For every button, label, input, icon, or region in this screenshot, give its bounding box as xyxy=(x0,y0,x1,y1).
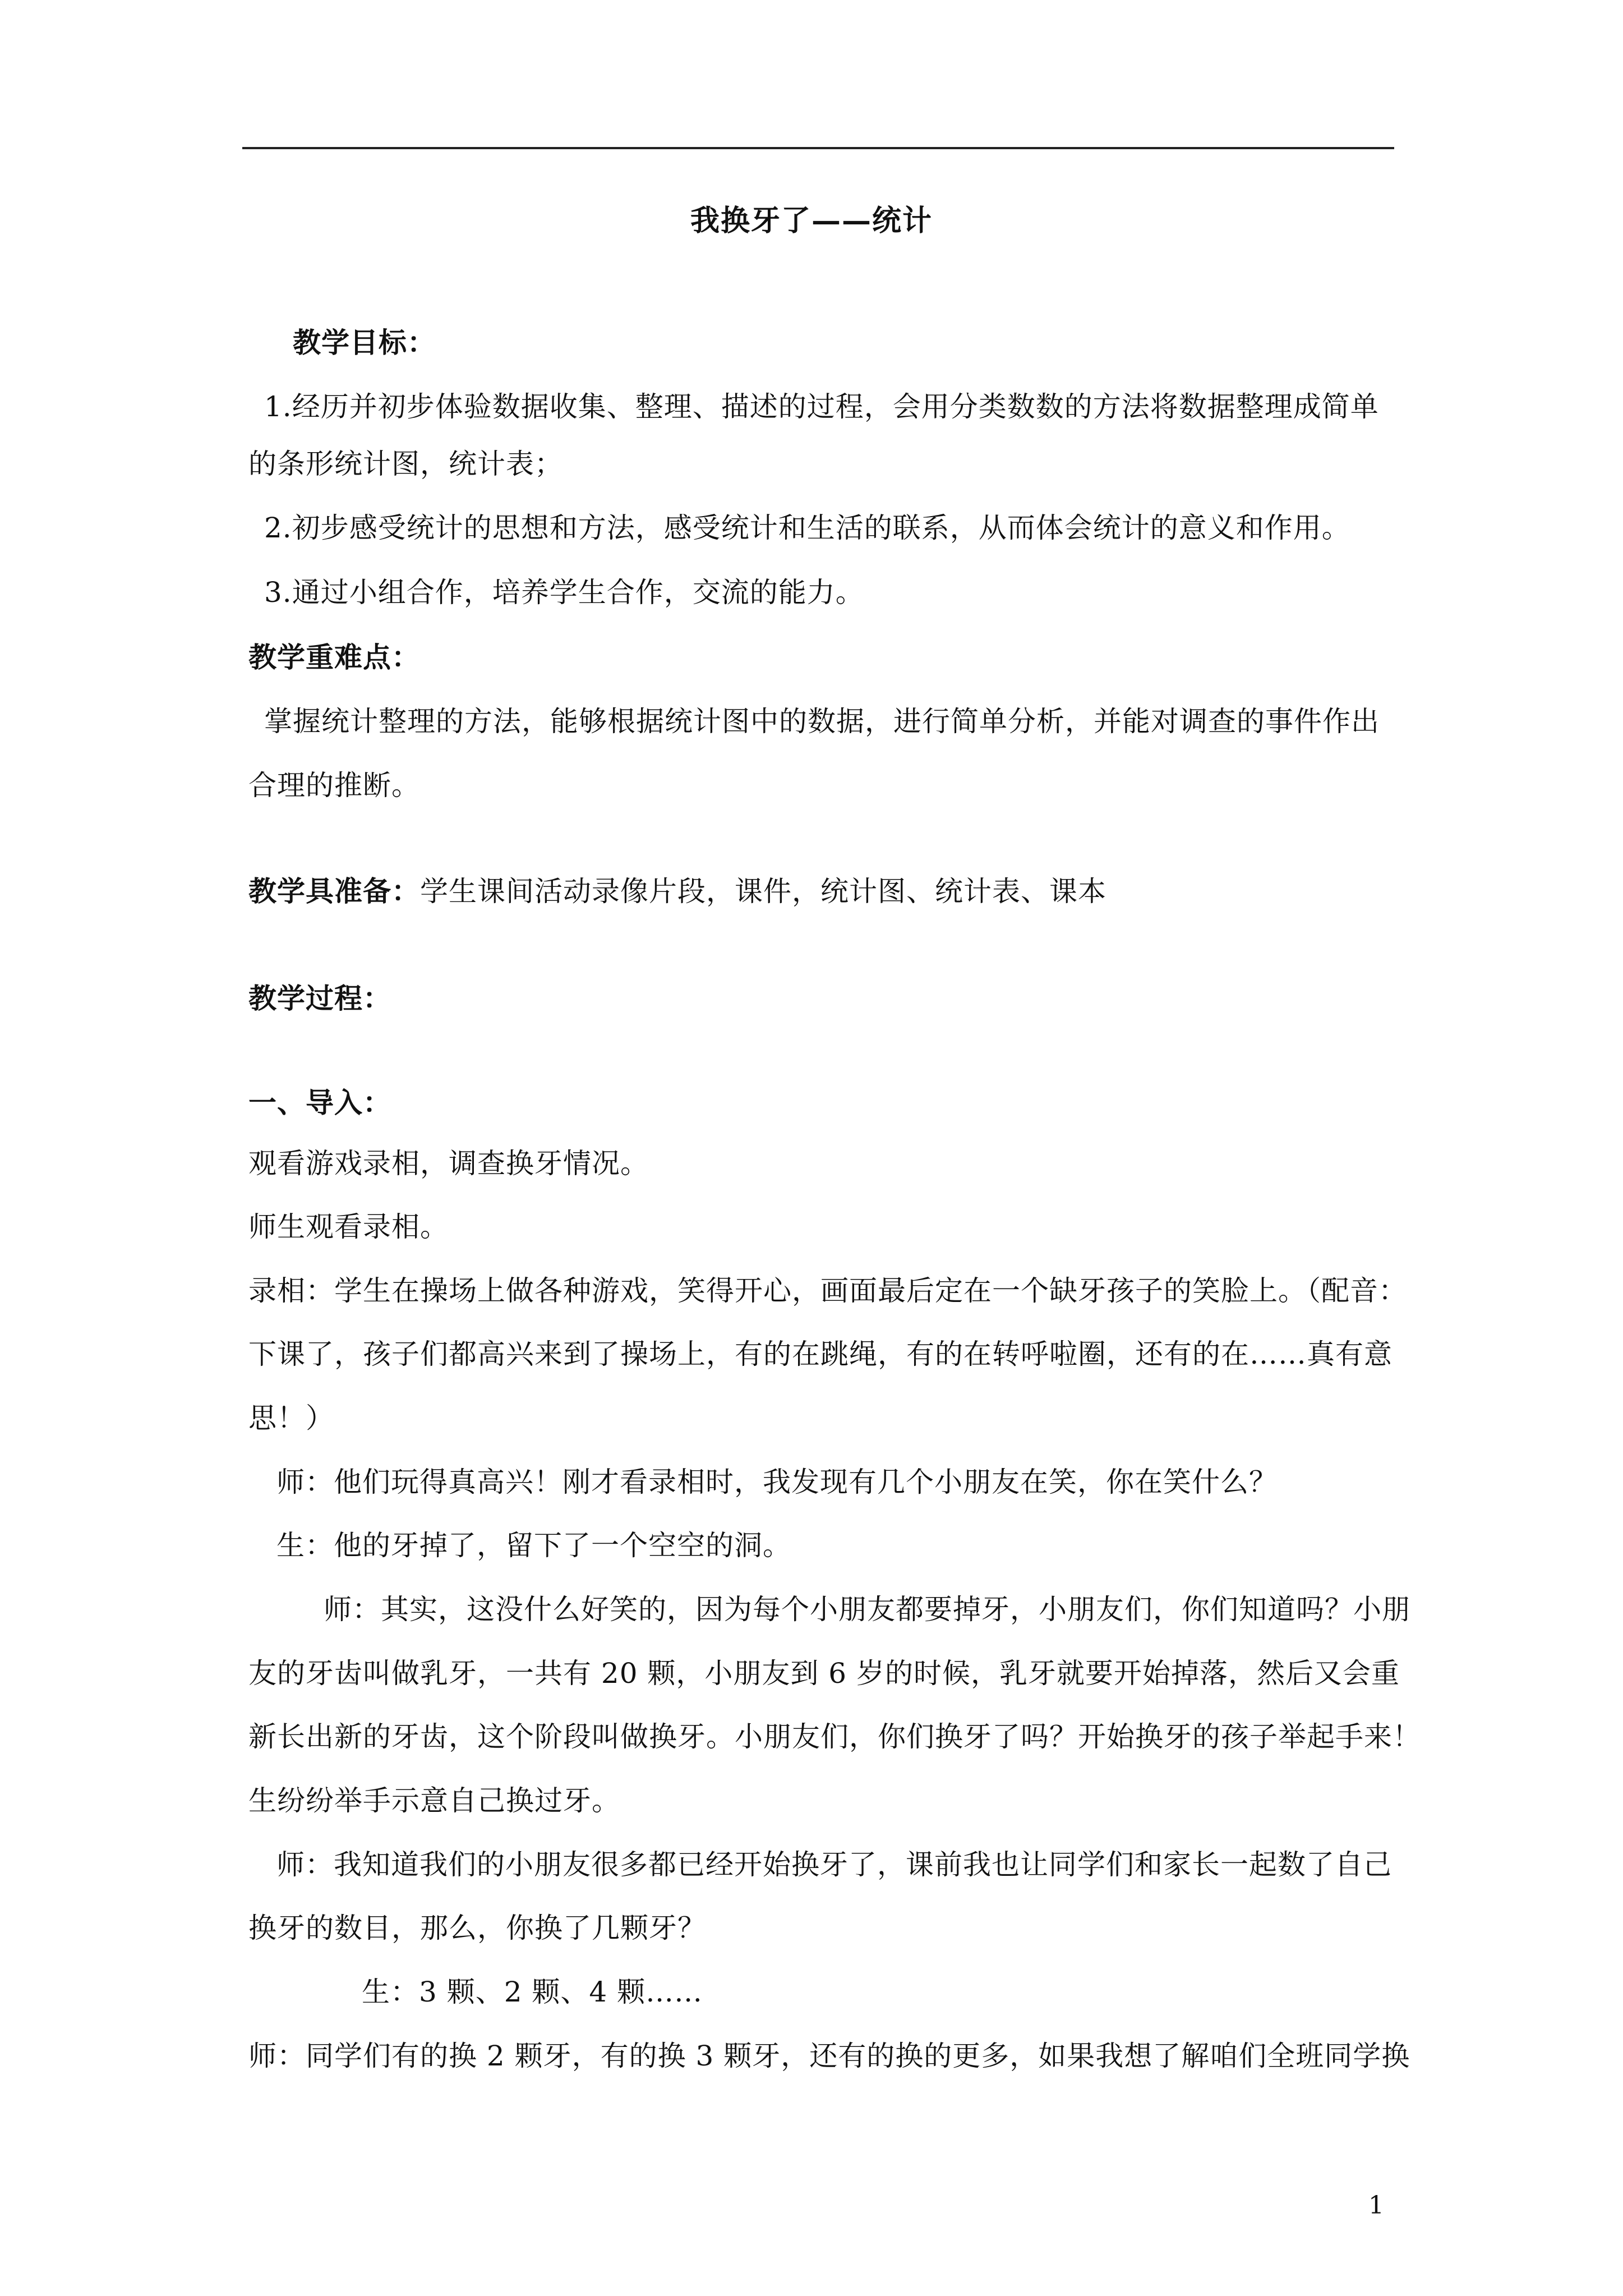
paragraph-4: 师：他们玩得真高兴！刚才看录相时，我发现有几个小朋友在笑，你在笑什么？ xyxy=(276,1466,1278,1498)
preparation-heading: 教学具准备： xyxy=(248,875,420,908)
paragraph-9: 师：同学们有的换 2 颗牙，有的换 3 颗牙，还有的换的更多，如果我想了解咱们全班同学换 xyxy=(248,2040,1410,2072)
objectives-heading: 教学目标： xyxy=(293,326,436,359)
paragraph-6-line-2: 友的牙齿叫做乳牙，一共有 20 颗，小朋友到 6 岁的时候，乳牙就要开始掉落，然后又会重 xyxy=(248,1657,1400,1690)
section-1-heading: 一、导入： xyxy=(248,1086,391,1119)
paragraph-8: 生：3 颗、2 颗、4 颗…… xyxy=(362,1976,703,2008)
paragraph-3-line-3: 思！） xyxy=(248,1402,334,1434)
paragraph-6-line-4: 生纷纷举手示意自己换过牙。 xyxy=(248,1784,620,1817)
key-points-heading: 教学重难点： xyxy=(248,641,420,674)
document-title: 我换牙了——统计 xyxy=(690,204,933,238)
paragraph-7-line-1: 师：我知道我们的小朋友很多都已经开始换牙了，课前我也让同学们和家长一起数了自己 xyxy=(276,1848,1392,1881)
objective-1-line-2: 的条形统计图，统计表； xyxy=(248,448,563,480)
paragraph-5: 生：他的牙掉了，留下了一个空空的洞。 xyxy=(276,1529,791,1562)
process-heading: 教学过程： xyxy=(248,982,391,1015)
paragraph-7-line-2: 换牙的数目，那么，你换了几颗牙？ xyxy=(248,1912,706,1944)
paragraph-3-line-2: 下课了，孩子们都高兴来到了操场上，有的在跳绳，有的在转呼啦圈，还有的在……真有意 xyxy=(248,1338,1393,1370)
header-rule xyxy=(242,147,1394,149)
preparation-text: 学生课间活动录像片段，课件，统计图、统计表、课本 xyxy=(420,875,1106,908)
paragraph-2: 师生观看录相。 xyxy=(248,1211,449,1243)
objective-3: 3.通过小组合作，培养学生合作，交流的能力。 xyxy=(264,576,864,609)
key-points-line-2: 合理的推断。 xyxy=(248,769,420,802)
key-points-line-1: 掌握统计整理的方法，能够根据统计图中的数据，进行简单分析，并能对调查的事件作出 xyxy=(264,705,1380,738)
paragraph-6-line-1: 师：其实，这没什么好笑的，因为每个小朋友都要掉牙，小朋友们，你们知道吗？小朋 xyxy=(324,1593,1410,1626)
page-number: 1 xyxy=(1368,2191,1384,2220)
paragraph-6-line-3: 新长出新的牙齿，这个阶段叫做换牙。小朋友们，你们换牙了吗？开始换牙的孩子举起手来！ xyxy=(248,1720,1421,1753)
paragraph-1: 观看游戏录相，调查换牙情况。 xyxy=(248,1147,649,1180)
objective-2: 2.初步感受统计的思想和方法，感受统计和生活的联系，从而体会统计的意义和作用。 xyxy=(264,512,1350,544)
objective-1-line-1: 1.经历并初步体验数据收集、整理、描述的过程，会用分类数数的方法将数据整理成简单 xyxy=(264,390,1379,423)
paragraph-3-line-1: 录相：学生在操场上做各种游戏，笑得开心，画面最后定在一个缺牙孩子的笑脸上。（配音： xyxy=(248,1274,1407,1307)
preparation-row xyxy=(248,875,1106,908)
